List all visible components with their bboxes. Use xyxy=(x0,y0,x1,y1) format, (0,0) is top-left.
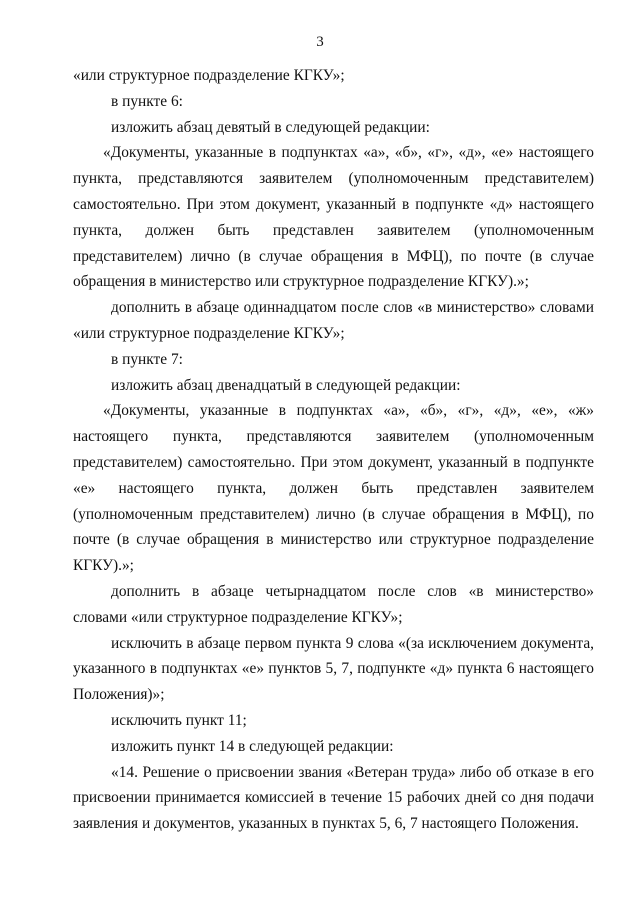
page-number: 3 xyxy=(316,34,324,50)
paragraph-10: исключить в абзаце первом пункта 9 слова «(за исключением документа, указанного в подпунктах «е» пунктов 5, 7, подпункте «д» пункта 6 настоящего Положения)»; xyxy=(73,634,594,704)
paragraph-4: «Документы, указанные в подпунктах «а», «б», «г», «д», «е» настоящего пункта, представляются заявителем (уполномоченным представителем) самостоятельно. При этом документ, указанный в подпункте «д» настоящего пункта, должен быть представлен заявителем (уполномоченным представителем) лично (в случае обращения в МФЦ), по почте (в случае обращения в министерство или структурное подразделение КГКУ).»; xyxy=(73,144,594,291)
paragraph-5: дополнить в абзаце одиннадцатом после слов «в министерство» словами «или структурное подразделение КГКУ»; xyxy=(73,299,594,342)
paragraph-8: «Документы, указанные в подпунктах «а», «б», «г», «д», «е», «ж» настоящего пункта, представляются заявителем (уполномоченным представителем) самостоятельно. При этом документ, указанный в подпункте «е» настоящего пункта, должен быть представлен заявителем (уполномоченным представителем) лично (в случае обращения в МФЦ), по почте (в случае обращения в министерство или структурное подразделение КГКУ).»; xyxy=(73,402,594,575)
paragraph-12: изложить пункт 14 в следующей редакции: xyxy=(111,737,394,755)
paragraph-6: в пункте 7: xyxy=(111,350,183,368)
paragraph-7: изложить абзац двенадцатый в следующей редакции: xyxy=(111,376,461,394)
paragraph-1: «или структурное подразделение КГКУ»; xyxy=(73,67,345,84)
paragraph-9: дополнить в абзаце четырнадцатом после слов «в министерство» словами «или структурное подразделение КГКУ»; xyxy=(73,582,594,626)
paragraph-11: исключить пункт 11; xyxy=(111,711,247,729)
paragraph-2: в пункте 6: xyxy=(111,92,183,110)
document-body xyxy=(73,63,594,837)
paragraph-13: «14. Решение о присвоении звания «Ветеран труда» либо об отказе в его присвоении принимается комиссией в течение 15 рабочих дней со дня подачи заявления и документов, указанных в пунктах 5, 6, 7 настоящего Положения. xyxy=(73,763,594,833)
paragraph-3: изложить абзац девятый в следующей редакции: xyxy=(111,118,430,136)
